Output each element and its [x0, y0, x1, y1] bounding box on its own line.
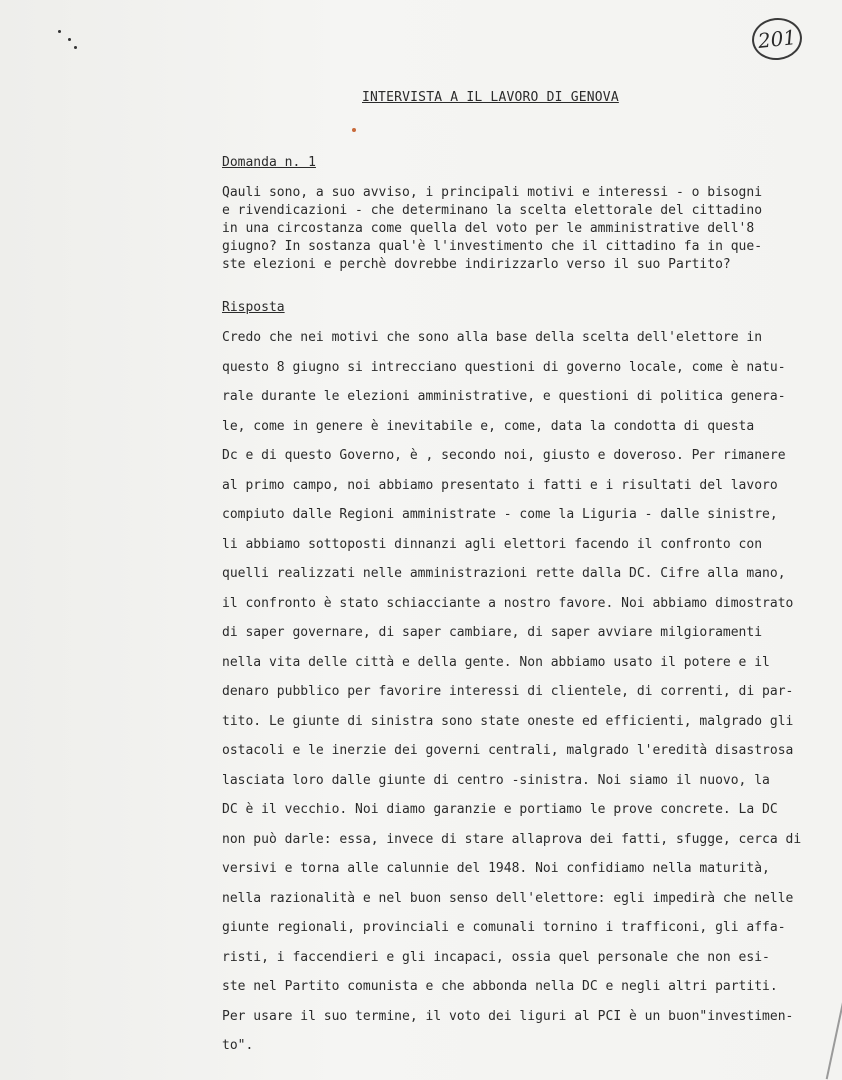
answer-line: lasciata loro dalle giunte di centro -sinistra. Noi siamo il nuovo, la [222, 772, 770, 788]
answer-line: risti, i faccendieri e gli incapaci, ossia quel personale che non esi- [222, 949, 770, 965]
answer-line: le, come in genere è inevitabile e, come, data la condotta di questa [222, 418, 755, 434]
answer-line: to". [222, 1038, 254, 1053]
answer-line: non può darle: essa, invece di stare allaprova dei fatti, sfugge, cerca di [222, 831, 802, 847]
answer-line: compiuto dalle Regioni amministrate - come la Liguria - dalle sinistre, [222, 507, 778, 522]
question-text [222, 184, 762, 274]
answer-line: nella razionalità e nel buon senso dell'elettore: egli impedirà che nelle [222, 890, 794, 906]
answer-line: il confronto è stato schiacciante a nostro favore. Noi abbiamo dimostrato [222, 595, 794, 611]
answer-label: Risposta [222, 300, 285, 315]
question-line: ste elezioni e perchè dovrebbe indirizzarlo verso il suo Partito? [222, 257, 731, 272]
question-label: Domanda n. 1 [222, 155, 316, 170]
answer-line: ste nel Partito comunista e che abbonda nella DC e negli altri partiti. [222, 979, 778, 994]
answer-line: denaro pubblico per favorire interessi di clientele, di correnti, di par- [222, 684, 794, 699]
answer-line: li abbiamo sottoposti dinnanzi agli elettori facendo il confronto con [222, 536, 763, 552]
answer-line: Credo che nei motivi che sono alla base della scelta dell'elettore in [222, 330, 763, 345]
question-line: e rivendicazioni - che determinano la scelta elettorale del cittadino [222, 203, 763, 218]
answer-line: giunte regionali, provinciali e comunali tornino i trafficoni, gli affa- [222, 920, 786, 935]
answer-text [222, 328, 801, 1066]
answer-line: quelli realizzati nelle amministrazioni rette dalla DC. Cifre alla mano, [222, 566, 786, 581]
answer-line: DC è il vecchio. Noi diamo garanzie e portiamo le prove concrete. La DC [222, 802, 778, 817]
answer-line: nella vita delle città e della gente. Non abbiamo usato il potere e il [222, 654, 770, 670]
question-line: in una circostanza come quella del voto per le amministrative dell'8 [222, 221, 755, 236]
answer-line: questo 8 giugno si intrecciano questioni di governo locale, come è natu- [222, 359, 786, 375]
answer-line: al primo campo, noi abbiamo presentato i fatti e i risultati del lavoro [222, 477, 778, 493]
document-title: INTERVISTA A IL LAVORO DI GENOVA [362, 90, 619, 105]
question-line: giugno? In sostanza qual'è l'investimento che il cittadino fa in que- [222, 239, 763, 254]
page-edge-shadow [826, 1001, 842, 1080]
red-mark [352, 128, 356, 132]
question-line: Qauli sono, a suo avviso, i principali motivi e interessi - o bisogni [222, 185, 763, 200]
answer-line: Per usare il suo termine, il voto dei liguri al PCI è un buon"investimen- [222, 1008, 794, 1024]
answer-line: ostacoli e le inerzie dei governi centrali, malgrado l'eredità disastrosa [222, 743, 794, 758]
answer-line: tito. Le giunte di sinistra sono state oneste ed efficienti, malgrado gli [222, 713, 794, 729]
answer-line: di saper governare, di saper cambiare, di saper avviare milgioramenti [222, 625, 763, 640]
page-number-stamp: 201 [750, 16, 804, 63]
answer-line: Dc e di questo Governo, è , secondo noi, giusto e doveroso. Per rimanere [222, 448, 786, 463]
answer-line: versivi e torna alle calunnie del 1948. Noi confidiamo nella maturità, [222, 861, 770, 876]
answer-line: rale durante le elezioni amministrative, e questioni di politica genera- [222, 389, 786, 404]
